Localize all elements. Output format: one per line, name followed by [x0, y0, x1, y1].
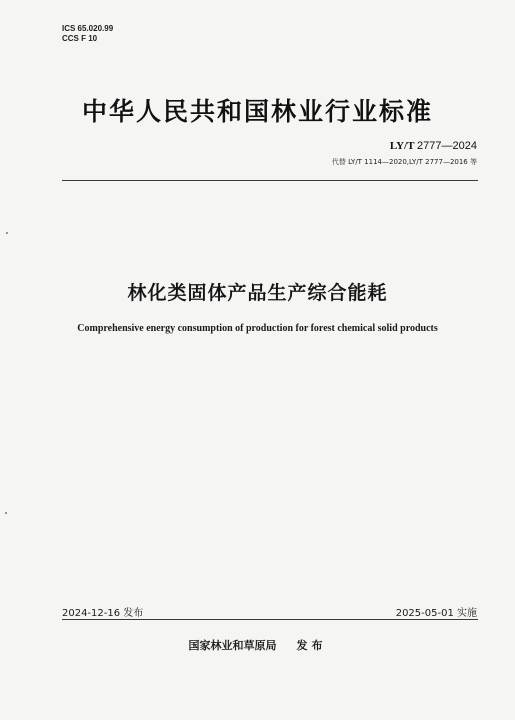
scan-speck — [6, 232, 8, 234]
issue-date: 2024-12-16 发布 — [62, 608, 144, 619]
issuer-action: 发布 — [296, 639, 327, 652]
classification-codes — [62, 24, 113, 44]
document-title-chinese: 林化类固体产品生产综合能耗 — [127, 282, 388, 304]
issuer-name: 国家林业和草原局 — [188, 639, 277, 652]
bottom-divider — [62, 619, 478, 620]
scan-speck — [5, 512, 7, 514]
replaces-note: 代替 LY/T 1114—2020,LY/T 2777—2016 等 — [331, 158, 477, 166]
document-title-english: Comprehensive energy consumption of production for forest chemical solid products — [77, 323, 438, 334]
ics-code: ICS 65.020.99 — [62, 24, 114, 33]
standard-organization-title: 中华人民共和国林业行业标准 — [81, 97, 433, 126]
implementation-date: 2025-05-01 实施 — [395, 608, 477, 619]
issuing-authority — [0, 637, 515, 653]
standard-number-digits: 2777—2024 — [417, 140, 477, 152]
standard-number — [390, 140, 477, 152]
standard-number-prefix: LY/T — [389, 140, 418, 152]
top-divider — [62, 180, 478, 181]
ccs-code: CCS F 10 — [62, 34, 98, 43]
